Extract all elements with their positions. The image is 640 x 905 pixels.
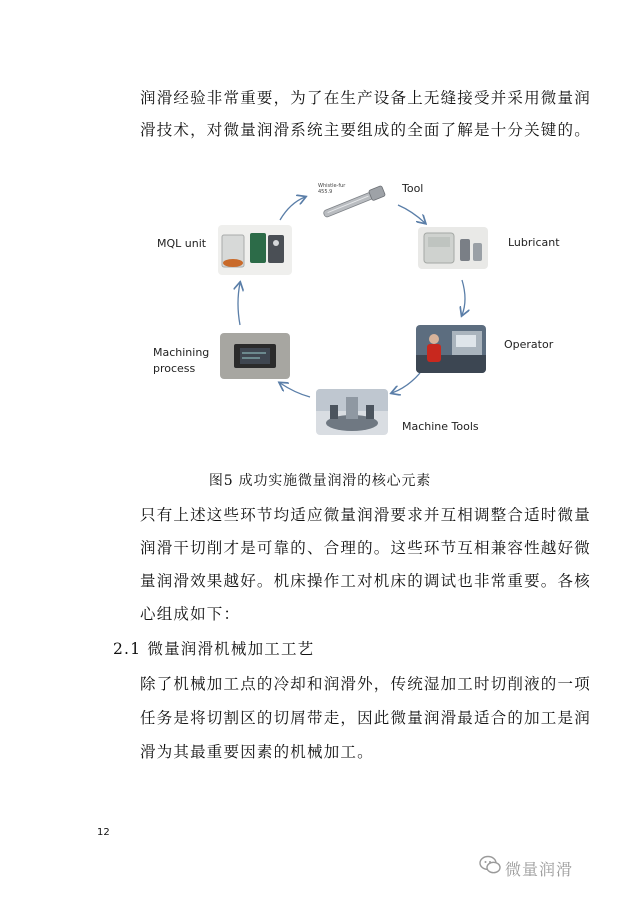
node-label-tool: Tool — [402, 182, 424, 195]
section-heading: 2.1 微量润滑机械加工工艺 — [113, 640, 315, 658]
para2-line-1: 除了机械加工点的冷却和润滑外，传统湿加工时切削液的一项 — [140, 675, 591, 693]
mql-unit-image — [218, 225, 292, 275]
arrow-process-to-mql — [238, 283, 240, 325]
figure-caption: 图5 成功实施微量润滑的核心元素 — [208, 473, 432, 489]
tool-tag-1: Whistle-fur — [318, 183, 346, 189]
node-label-lubricant: Lubricant — [508, 236, 560, 249]
machine-tools-image — [316, 389, 388, 435]
node-label-machining-1: Machining — [153, 346, 210, 359]
intro-line-1: 润滑经验非常重要，为了在生产设备上无缝接受并采用微量润 — [140, 89, 591, 107]
arrow-mql-to-tool — [280, 197, 305, 220]
node-label-mql-unit: MQL unit — [157, 237, 207, 250]
watermark — [505, 857, 573, 880]
arrow-tool-to-lubricant — [398, 205, 425, 223]
mql-core-elements-diagram — [140, 165, 580, 455]
para1-line-2: 润滑干切削才是可靠的、合理的。这些环节互相兼容性越好微 — [140, 539, 591, 557]
node-label-machining-2: process — [153, 362, 196, 375]
lubricant-image — [418, 227, 488, 269]
para1-line-3: 量润滑效果越好。机床操作工对机床的调试也非常重要。各核 — [140, 572, 591, 590]
tool-tag-2: 455.9 — [318, 189, 333, 195]
machining-process-image — [220, 333, 290, 379]
arrow-lubricant-to-operator — [462, 280, 465, 315]
tool-image — [314, 177, 394, 221]
para1-line-1: 只有上述这些环节均适应微量润滑要求并互相调整合适时微量 — [140, 506, 591, 524]
arrow-machine-to-process — [280, 383, 310, 397]
node-label-operator: Operator — [504, 338, 554, 351]
page-number: 12 — [97, 827, 110, 838]
node-label-machine-tools: Machine Tools — [402, 420, 479, 433]
watermark-text: 微量润滑 — [505, 860, 574, 879]
para2-line-3: 滑为其最重要因素的机械加工。 — [140, 743, 374, 761]
para2-line-2: 任务是将切割区的切屑带走，因此微量润滑最适合的加工是润 — [140, 709, 591, 727]
operator-image — [416, 325, 486, 373]
arrow-operator-to-machine — [392, 373, 420, 393]
chat-bubble-icon — [479, 855, 501, 879]
intro-line-2: 滑技术，对微量润滑系统主要组成的全面了解是十分关键的。 — [140, 121, 591, 139]
para1-line-4: 心组成如下： — [140, 605, 241, 623]
